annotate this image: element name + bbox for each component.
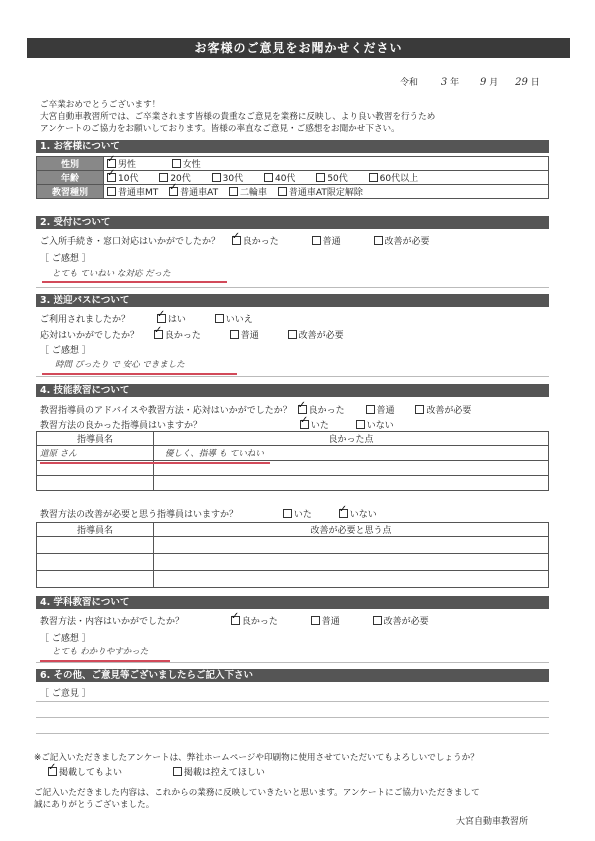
age-label: 年齢: [37, 171, 104, 185]
academic-good-checkbox[interactable]: [231, 616, 240, 625]
intro-line: 大宮自動車教習所では、ご卒業されます皆様の貴重なご意見を業務に反映し、より良い教習を行うため: [40, 112, 436, 122]
good-instructor-underline: [40, 462, 270, 464]
date-month: 9: [480, 77, 487, 88]
good-instructor-table: [36, 431, 549, 491]
female-checkbox[interactable]: [172, 159, 181, 168]
bus-normal-checkbox[interactable]: [230, 330, 239, 339]
col-improve-point: 改善が必要と思う点: [154, 523, 549, 537]
improve-instructor-table: [36, 522, 549, 588]
closing-text: [34, 787, 480, 811]
other-comment-line[interactable]: [36, 701, 549, 702]
option-label: 良かった: [242, 237, 279, 247]
page-title: お客様のご意見をお聞かせください: [27, 38, 570, 58]
closing-line: 誠にありがとうございました。: [34, 800, 155, 810]
skill-q3-text: 教習方法の改善が必要と思う指導員はいますか？: [40, 510, 239, 520]
age-option-label: 40代: [274, 174, 296, 184]
option-label: 普通: [321, 617, 340, 627]
academic-normal-checkbox[interactable]: [311, 616, 320, 625]
age-option-label: 30代: [222, 174, 244, 184]
section-customer-header: 1. お客様について: [36, 140, 549, 153]
age-40-checkbox[interactable]: [264, 173, 273, 182]
skill-q2-no-checkbox[interactable]: [356, 420, 365, 429]
reception-comment-label: ［ ご感想 ］: [40, 254, 91, 264]
consent-question: ※ご記入いただきましたアンケートは、弊社ホームページや印刷物に使用させていただいてもよろしいでしょうか？: [34, 753, 479, 763]
skill-q3-yes-checkbox[interactable]: [283, 509, 292, 518]
academic-comment[interactable]: とても わかりやすかった: [52, 647, 149, 657]
academic-question: [40, 614, 429, 627]
reception-normal-checkbox[interactable]: [312, 236, 321, 245]
col-good-point: 良かった点: [154, 432, 549, 446]
section-bus-header: 3. 送迎バスについて: [36, 294, 549, 307]
other-comment-line[interactable]: [36, 717, 549, 718]
consent-options: [48, 765, 265, 778]
skill-q3-no-checkbox[interactable]: [339, 509, 348, 518]
col-instructor2: 指導員名: [37, 523, 154, 537]
bus-comment[interactable]: 時間 ぴったり で 安心 できました: [55, 360, 185, 370]
female-label: 女性: [182, 160, 201, 170]
reception-question-text: ご入所手続き・窓口対応はいかがでしたか？: [40, 237, 221, 247]
date-day: 29: [515, 77, 528, 88]
male-checkbox[interactable]: [107, 159, 116, 168]
gender-options: [104, 157, 549, 171]
option-label: 普通: [240, 331, 259, 341]
option-label: 改善が必要: [383, 617, 429, 627]
age-10-checkbox[interactable]: [107, 173, 116, 182]
academic-improve-checkbox[interactable]: [373, 616, 382, 625]
signature: 大宮自動車教習所: [456, 817, 529, 827]
date-month-unit: 月: [489, 78, 499, 88]
type-mt-checkbox[interactable]: [107, 187, 116, 196]
intro-text: [40, 99, 435, 135]
reception-comment-line: [36, 287, 549, 288]
option-label: はい: [167, 315, 186, 325]
type-option-label: 普通車MT: [118, 188, 159, 198]
bus-comment-label: ［ ご感想 ］: [40, 346, 91, 356]
option-label: 良かった: [164, 331, 201, 341]
table-row[interactable]: [154, 554, 549, 571]
reception-comment[interactable]: とても ていねい な対応 だった: [52, 269, 171, 279]
gender-label: 性別: [37, 157, 104, 171]
type-options: [104, 185, 549, 199]
option-label: 改善が必要: [384, 237, 430, 247]
age-60-checkbox[interactable]: [369, 173, 378, 182]
option-label: 普通: [376, 406, 395, 416]
type-option-label: 二輪車: [239, 188, 267, 198]
age-option-label: 60代以上: [379, 174, 419, 184]
good-point-cell: [154, 446, 549, 461]
option-label: 良かった: [241, 617, 278, 627]
col-instructor: 指導員名: [37, 432, 154, 446]
consent-no-checkbox[interactable]: [173, 767, 182, 776]
skill-improve-checkbox[interactable]: [415, 405, 424, 414]
skill-q2-yes-checkbox[interactable]: [300, 420, 309, 429]
table-row[interactable]: [154, 571, 549, 588]
option-label: いない: [366, 421, 394, 431]
consent-yes-label: 掲載してもよい: [59, 768, 123, 778]
academic-question-text: 教習方法・内容はいかがでしたか？: [40, 617, 185, 627]
age-option-label: 50代: [327, 174, 348, 184]
consent-no-label: 掲載は控えてほしい: [183, 768, 265, 778]
customer-table: [36, 156, 549, 199]
table-row[interactable]: [154, 476, 549, 491]
option-label: 普通: [322, 237, 341, 247]
good-instructor-name-cell: [37, 446, 154, 461]
closing-line: ご記入いただきました内容は、これからの業務に反映していきたいと思います。アンケートにご協力いただきまして: [34, 788, 480, 798]
section-skill-header: 4. 技能教習について: [36, 384, 549, 397]
academic-comment-line: [36, 662, 549, 663]
type-option-label: 普通車AT限定解除: [288, 188, 363, 198]
type-option-label: 普通車AT: [180, 188, 219, 198]
section-other-header: 6. その他、ご意見等ございましたらご記入下さい: [36, 669, 549, 682]
reception-improve-checkbox[interactable]: [374, 236, 383, 245]
reception-underline: [42, 281, 227, 283]
type-bike-checkbox[interactable]: [229, 187, 238, 196]
other-comment-label: ［ ご意見 ］: [40, 689, 91, 699]
table-row[interactable]: [37, 537, 154, 554]
bus-yes-checkbox[interactable]: [157, 314, 166, 323]
age-50-checkbox[interactable]: [316, 173, 325, 182]
date-era: 令和: [400, 78, 419, 88]
skill-q1-text: 教習指導員のアドバイスや教習方法・応対はいかがでしたか？: [40, 406, 292, 416]
intro-line: ご卒業おめでとうございます！: [40, 100, 161, 110]
option-label: いた: [293, 510, 312, 520]
skill-q1: [40, 403, 471, 416]
date-year: 3: [440, 77, 448, 88]
reception-good-checkbox[interactable]: [232, 236, 241, 245]
table-row[interactable]: [37, 554, 154, 571]
age-option-label: 10代: [118, 174, 139, 184]
option-label: 改善が必要: [298, 331, 344, 341]
age-option-label: 20代: [170, 174, 191, 184]
date-day-unit: 日: [530, 78, 540, 88]
intro-line: アンケートのご協力をお願いしております。皆様の率直なご意見・ご感想をお聞かせ下さい。: [40, 124, 400, 134]
age-30-checkbox[interactable]: [212, 173, 221, 182]
good-point[interactable]: 優しく、指導 も ていねい: [165, 449, 264, 459]
section-academic-header: 4. 学科教習について: [36, 596, 549, 609]
option-label: いた: [310, 421, 329, 431]
skill-q2-text: 教習方法の良かった指導員はいますか？: [40, 421, 203, 431]
academic-comment-label: ［ ご感想 ］: [40, 634, 91, 644]
option-label: いいえ: [225, 315, 253, 325]
bus-q1: [40, 312, 253, 325]
consent-yes-checkbox[interactable]: [48, 767, 57, 776]
option-label: いない: [349, 510, 377, 520]
section-reception-header: 2. 受付について: [36, 216, 549, 229]
good-instructor-name[interactable]: 道原 さん: [40, 449, 77, 459]
date-line: [400, 75, 540, 88]
other-comment-line[interactable]: [36, 733, 549, 734]
bus-improve-checkbox[interactable]: [288, 330, 297, 339]
date-year-unit: 年: [450, 78, 460, 88]
reception-question: [40, 234, 430, 247]
table-row[interactable]: [37, 571, 154, 588]
bus-underline: [42, 373, 237, 375]
table-row[interactable]: [154, 537, 549, 554]
bus-good-checkbox[interactable]: [154, 330, 163, 339]
type-at-checkbox[interactable]: [169, 187, 178, 196]
skill-q2: [40, 418, 394, 431]
option-label: 良かった: [308, 406, 345, 416]
table-row[interactable]: [37, 476, 154, 491]
bus-q1-text: ご利用されましたか？: [40, 315, 131, 325]
bus-comment-line: [36, 376, 549, 377]
skill-q3: [40, 507, 377, 520]
age-20-checkbox[interactable]: [159, 173, 168, 182]
male-label: 男性: [118, 160, 137, 170]
bus-no-checkbox[interactable]: [215, 314, 224, 323]
option-label: 改善が必要: [426, 406, 472, 416]
type-label: 教習種別: [37, 185, 104, 199]
bus-q2: [40, 328, 344, 341]
skill-normal-checkbox[interactable]: [366, 405, 375, 414]
skill-good-checkbox[interactable]: [298, 405, 307, 414]
bus-q2-text: 応対はいかがでしたか？: [40, 331, 140, 341]
type-at-release-checkbox[interactable]: [278, 187, 287, 196]
